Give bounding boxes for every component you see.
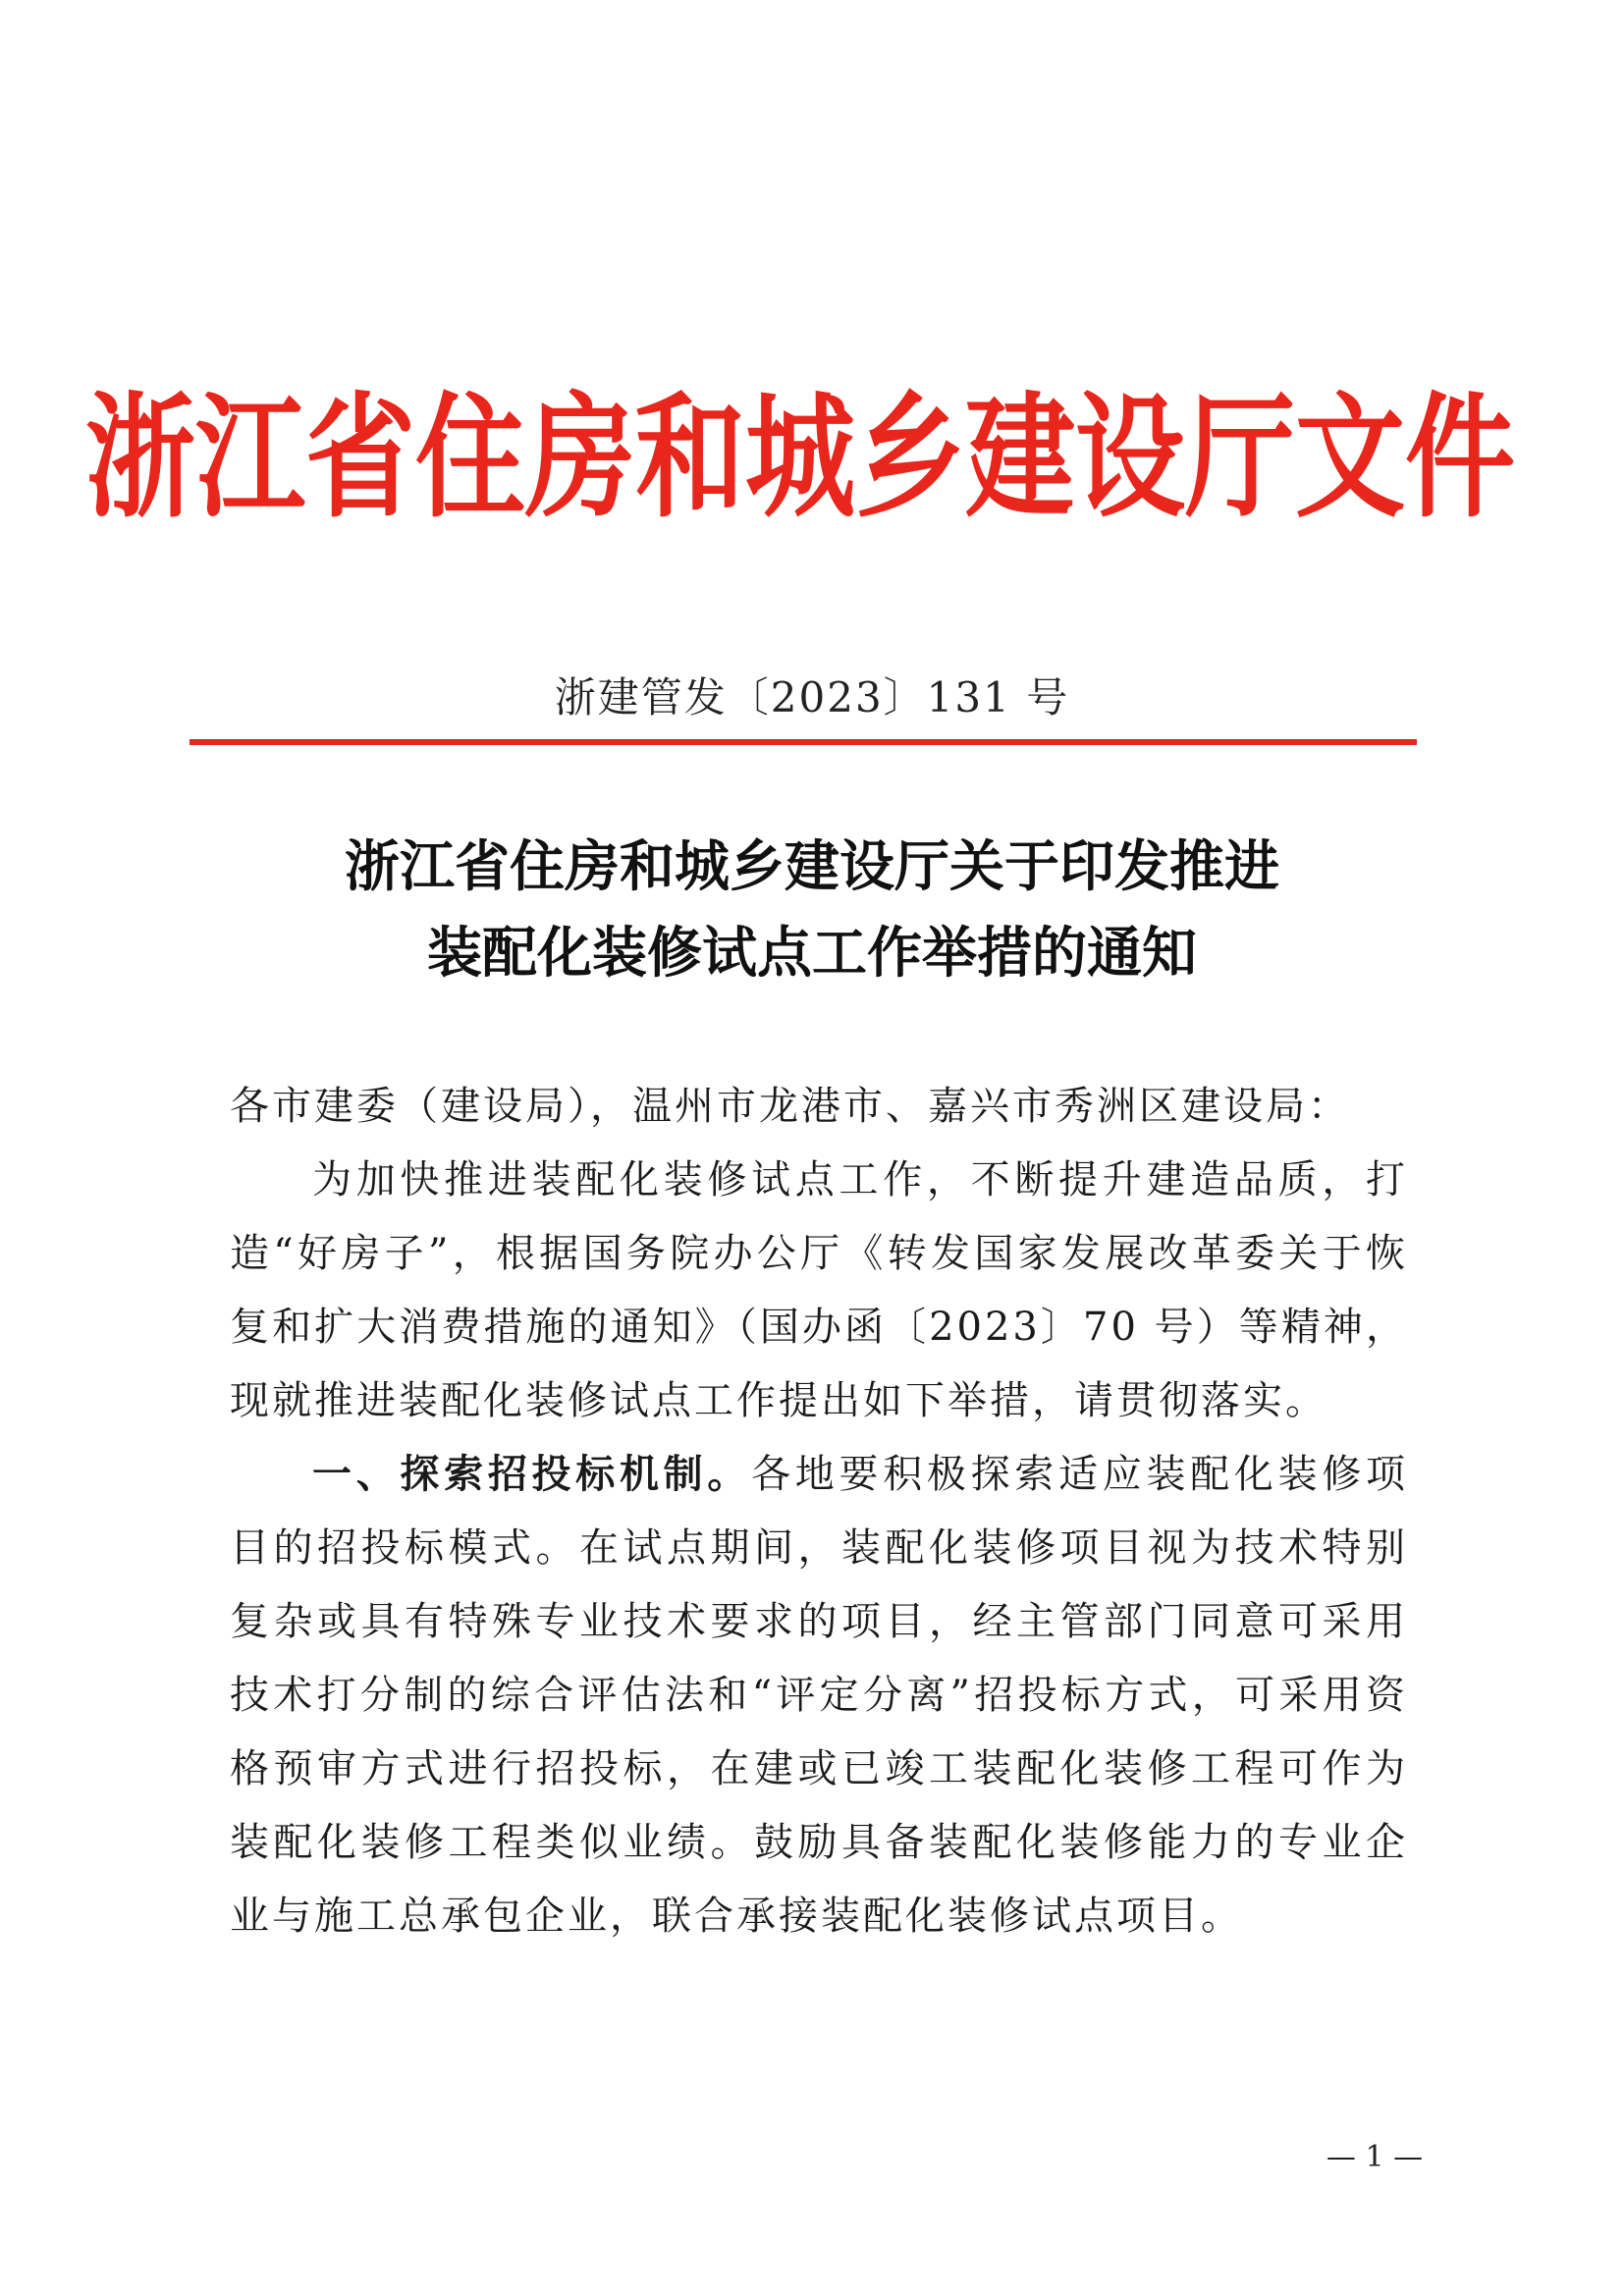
section-1-heading: 一、探索招投标机制。 xyxy=(312,1452,752,1497)
title-line-1: 浙江省住房和城乡建设厅关于印发推进 xyxy=(345,835,1279,899)
page-number: — 1 — xyxy=(1326,2140,1424,2174)
section-1-text: 各地要积极探索适应装配化装修项目的招投标模式。在试点期间，装配化装修项目视为技术特别复杂或具有特殊专业技术要求的项目，经主管部门同意可采用技术打分制的综合评估法和“评定分离”招投标方式，可采用资格预审方式进行招投标，在建或已竣工装配化装修工程可作为装配化装修工程类似业绩。鼓励具备装配化装修能力的专业企业与施工总承包企业，联合承接装配化装修试点项目。 xyxy=(230,1452,1409,1939)
masthead-title: 浙江省住房和城乡建设厅文件 xyxy=(85,380,1515,536)
red-divider-line xyxy=(189,739,1417,745)
title-line-2: 装配化装修试点工作举措的通知 xyxy=(427,922,1197,986)
intro-paragraph: 为加快推进装配化装修试点工作，不断提升建造品质，打造“好房子”，根据国务院办公厅《转发国家发展改革委关于恢复和扩大消费措施的通知》（国办函〔2023〕70 号）等精神，现就推进装配化装修试点工作提出如下举措，请贯彻落实。 xyxy=(230,1157,1408,1423)
document-body xyxy=(230,1070,1408,1953)
salutation: 各市建委（建设局），温州市龙港市、嘉兴市秀洲区建设局： xyxy=(230,1084,1350,1129)
document-title xyxy=(0,825,1624,997)
masthead xyxy=(85,348,1515,545)
document-number: 浙建管发〔2023〕131 号 xyxy=(554,673,1070,721)
section-1-paragraph xyxy=(230,1438,1408,1953)
